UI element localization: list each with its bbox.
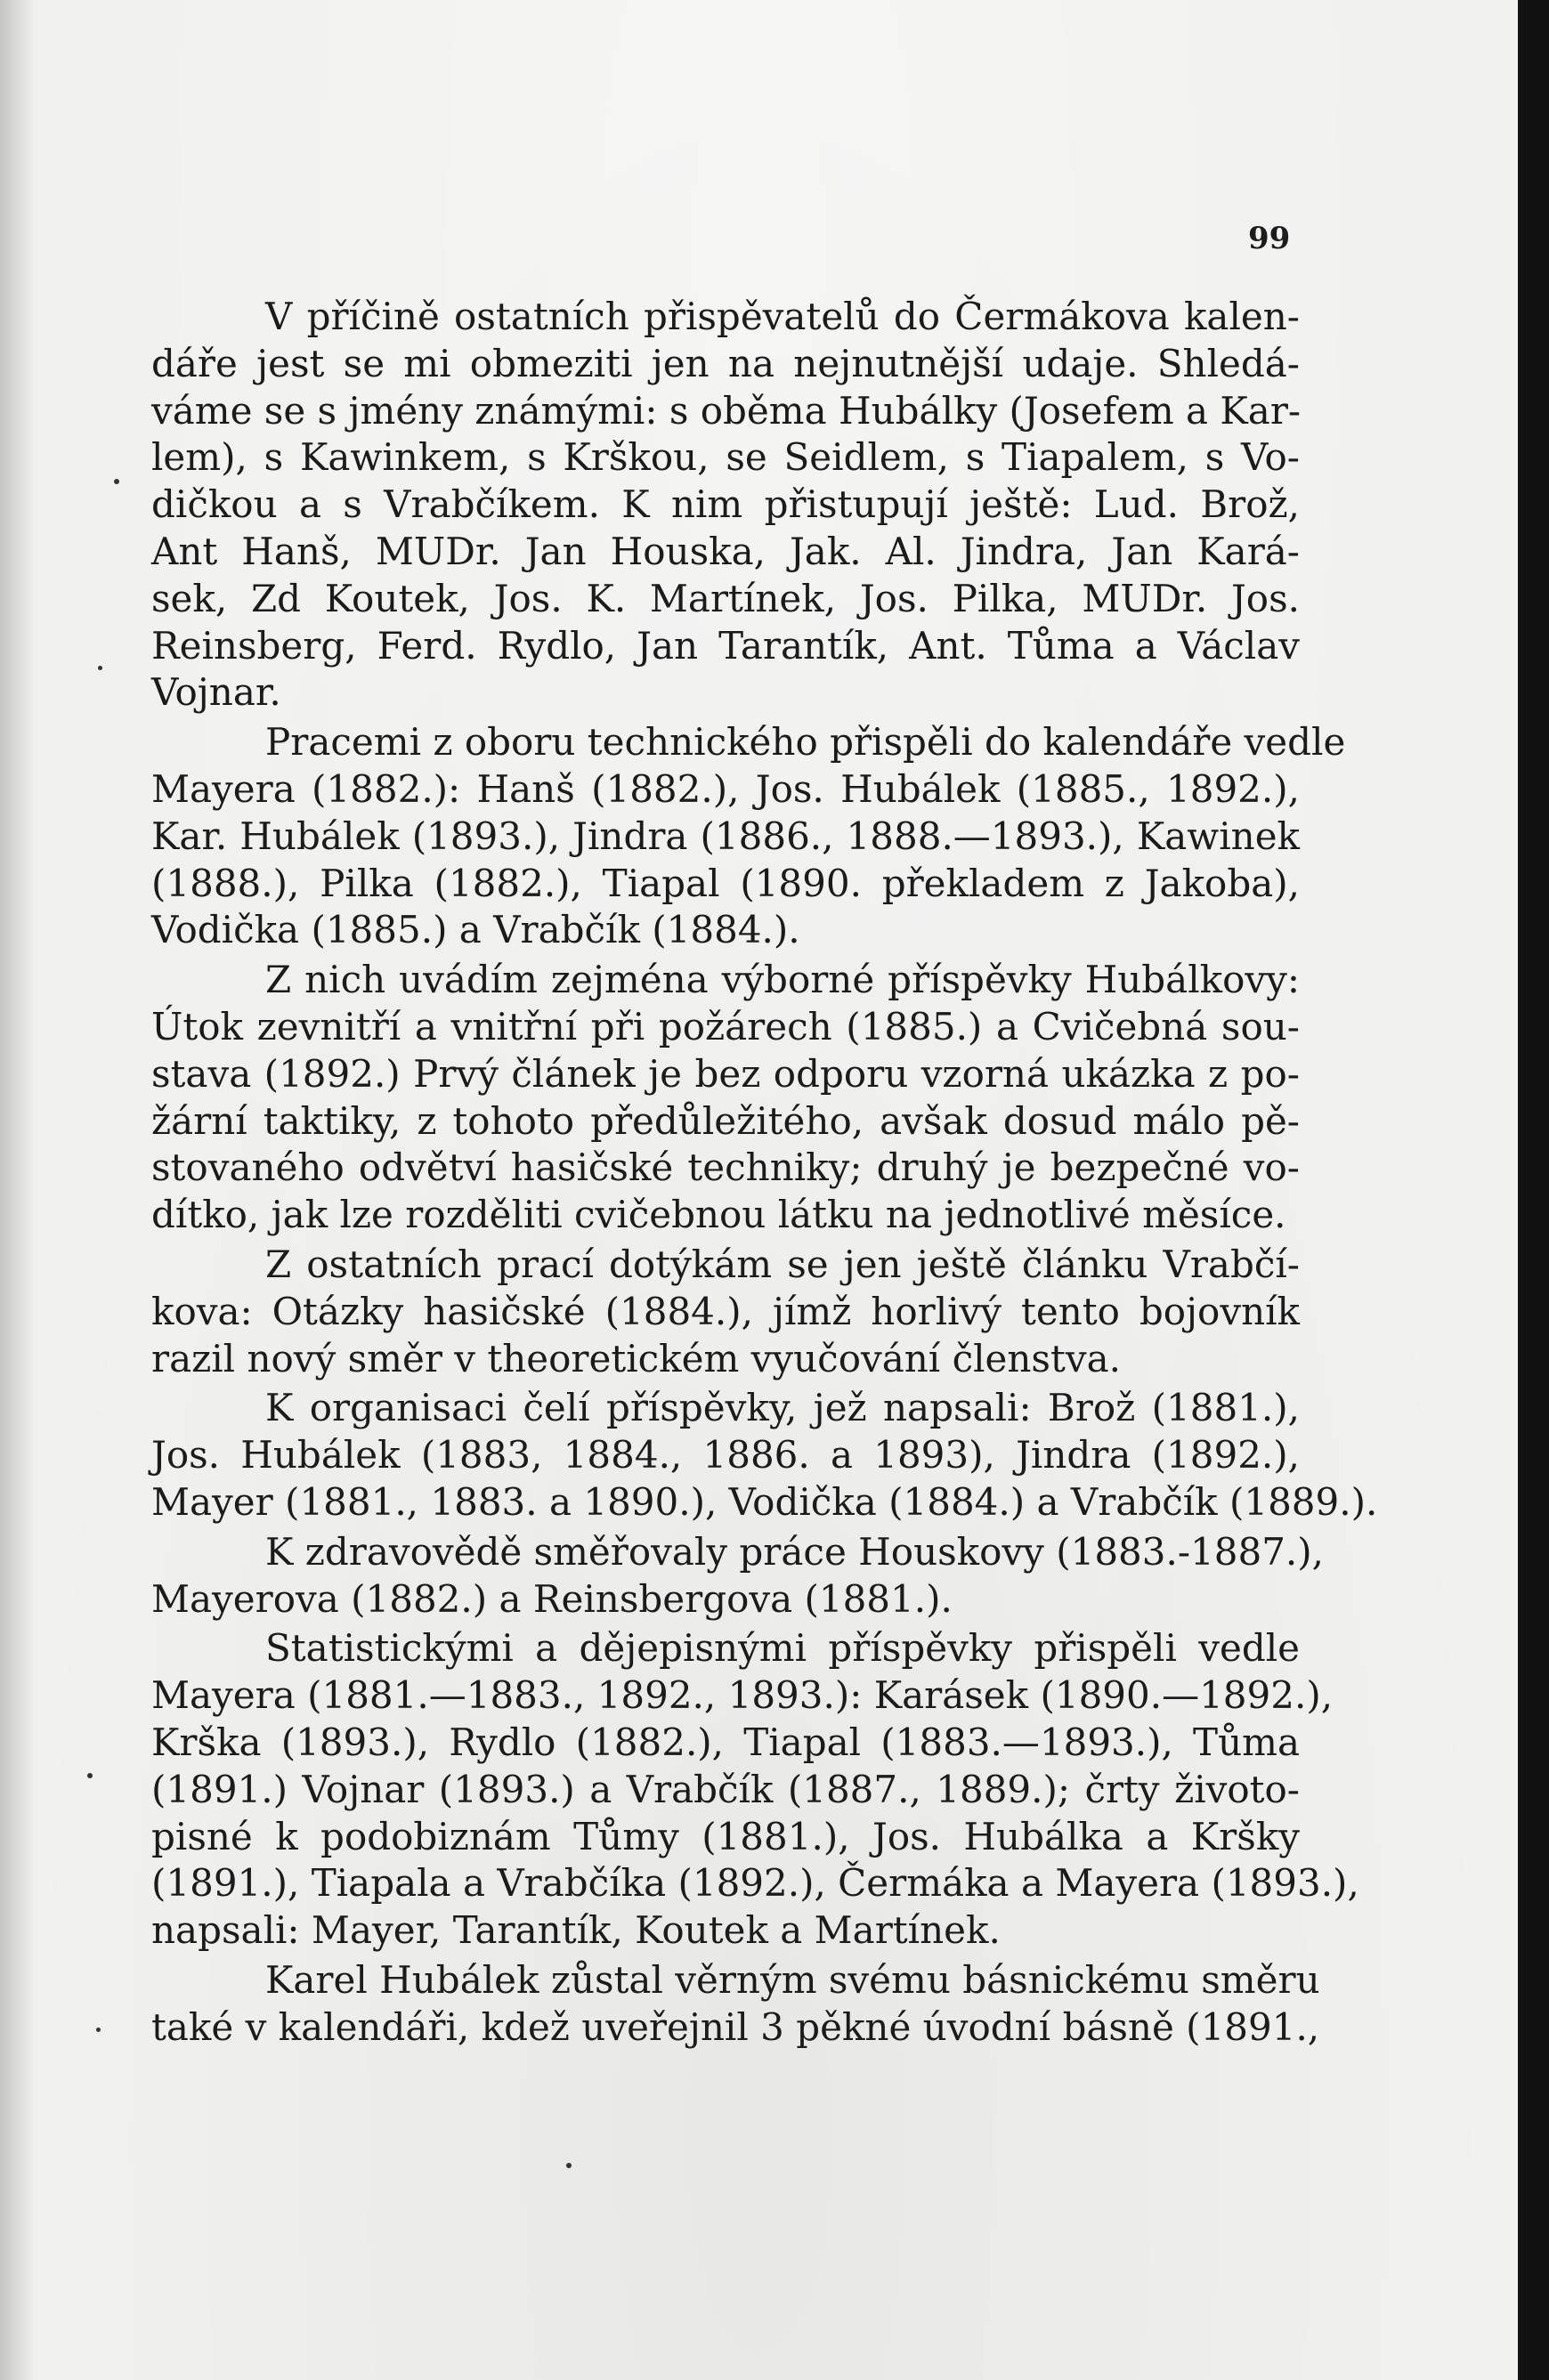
- paragraph: [151, 1529, 1325, 1623]
- text-line: Jos. Hubálek (1883, 1884., 1886. a 1893), Jindra (1892.),: [151, 1433, 1300, 1477]
- scan-speck: [87, 1773, 93, 1778]
- text-line: Ant Hanš, MUDr. Jan Houska, Jak. Al. Jindra, Jan Kará-: [151, 529, 1300, 573]
- text-line: Mayer (1881., 1883. a 1890.), Vodička (1884.) a Vrabčík (1889.).: [151, 1479, 1378, 1524]
- text-line: Kar. Hubálek (1893.), Jindra (1886., 1888.—1893.), Kawinek: [151, 814, 1300, 858]
- text-line: Mayerova (1882.) a Reinsbergova (1881.).: [151, 1576, 953, 1621]
- scan-speck: [98, 666, 102, 670]
- paragraph: [151, 1242, 1300, 1382]
- text-line: (1888.), Pilka (1882.), Tiapal (1890. překladem z Jakoba),: [151, 861, 1300, 905]
- text-line: pisné k podobiznám Tůmy (1881.), Jos. Hubálka a Kršky: [151, 1814, 1300, 1858]
- text-line: váme se s jmény známými: s oběma Hubálky (Josefem a Kar-: [151, 388, 1302, 433]
- paragraph: [151, 719, 1346, 954]
- text-line: Krška (1893.), Rydlo (1882.), Tiapal (1883.—1893.), Tůma: [151, 1720, 1300, 1764]
- paragraph: [151, 1385, 1378, 1526]
- text-line: dáře jest se mi obmeziti jen na nejnutnější udaje. Shledá-: [151, 341, 1300, 385]
- text-line: Pracemi z oboru technického přispěli do kalendáře vedle: [265, 720, 1346, 765]
- scan-speck: [96, 2028, 101, 2032]
- text-line: (1891.) Vojnar (1893.) a Vrabčík (1887., 1889.); črty životo-: [151, 1767, 1300, 1811]
- body-text: [151, 294, 1378, 2051]
- text-line: žární taktiky, z tohoto předůležitého, avšak dosud málo pě-: [151, 1098, 1300, 1143]
- paragraph: [151, 957, 1300, 1239]
- scan-border: [1518, 0, 1549, 2380]
- text-line: Z nich uvádím zejména výborné příspěvky Hubálkovy:: [265, 958, 1300, 1002]
- text-line: Vodička (1885.) a Vrabčík (1884.).: [151, 908, 800, 952]
- text-line: razil nový směr v theoretickém vyučování členstva.: [151, 1336, 1121, 1380]
- text-line: Vojnar.: [151, 670, 281, 715]
- text-line: napsali: Mayer, Tarantík, Koutek a Martínek.: [151, 1908, 1001, 1953]
- text-line: sek, Zd Koutek, Jos. K. Martínek, Jos. Pilka, MUDr. Jos.: [151, 576, 1300, 620]
- text-line: Útok zevnitří a vnitřní při požárech (1885.) a Cvičebná sou-: [151, 1004, 1300, 1048]
- text-line: (1891.), Tiapala a Vrabčíka (1892.), Čermáka a Mayera (1893.),: [151, 1861, 1359, 1906]
- text-line: stava (1892.) Prvý článek je bez odporu vzorná ukázka z po-: [151, 1051, 1300, 1096]
- text-line: dítko, jak lze rozděliti cvičebnou látku na jednotlivé měsíce.: [151, 1193, 1286, 1237]
- text-line: Z ostatních prací dotýkám se jen ještě článku Vrabčí-: [265, 1242, 1300, 1286]
- text-line: K organisaci čelí příspěvky, jež napsali: Brož (1881.),: [265, 1386, 1300, 1430]
- text-line: stovaného odvětví hasičské techniky; druhý je bezpečné vo-: [151, 1145, 1300, 1190]
- page-number: 99: [1248, 221, 1291, 256]
- scan-speck: [566, 2163, 572, 2168]
- text-line: Karel Hubálek zůstal věrným svému básnickému směru: [265, 1957, 1320, 2002]
- text-line: K zdravovědě směřovaly práce Houskovy (1883.-1887.),: [265, 1529, 1325, 1574]
- text-line: Statistickými a dějepisnými příspěvky přispěli vedle: [265, 1626, 1300, 1671]
- paragraph: [151, 1625, 1359, 1955]
- text-line: také v kalendáři, kdež uveřejnil 3 pěkné úvodní básně (1891.,: [151, 2004, 1320, 2049]
- paragraph: [151, 1957, 1320, 2052]
- scan-speck: [114, 479, 119, 484]
- page-gutter-shadow: [0, 0, 36, 2380]
- text-line: Reinsberg, Ferd. Rydlo, Jan Tarantík, Ant. Tůma a Václav: [151, 623, 1300, 668]
- text-line: Mayera (1882.): Hanš (1882.), Jos. Hubálek (1885., 1892.),: [151, 766, 1300, 811]
- text-line: Mayera (1881.—1883., 1892., 1893.): Karásek (1890.—1892.),: [151, 1673, 1334, 1718]
- text-line: dičkou a s Vrabčíkem. K nim přistupují ještě: Lud. Brož,: [151, 482, 1300, 527]
- text-line: V příčině ostatních přispěvatelů do Čermákova kalen-: [265, 295, 1300, 338]
- text-line: lem), s Kawinkem, s Krškou, se Seidlem, s Tiapalem, s Vo-: [151, 435, 1300, 480]
- paragraph: [151, 294, 1300, 716]
- text-line: kova: Otázky hasičské (1884.), jímž horlivý tento bojovník: [151, 1289, 1300, 1333]
